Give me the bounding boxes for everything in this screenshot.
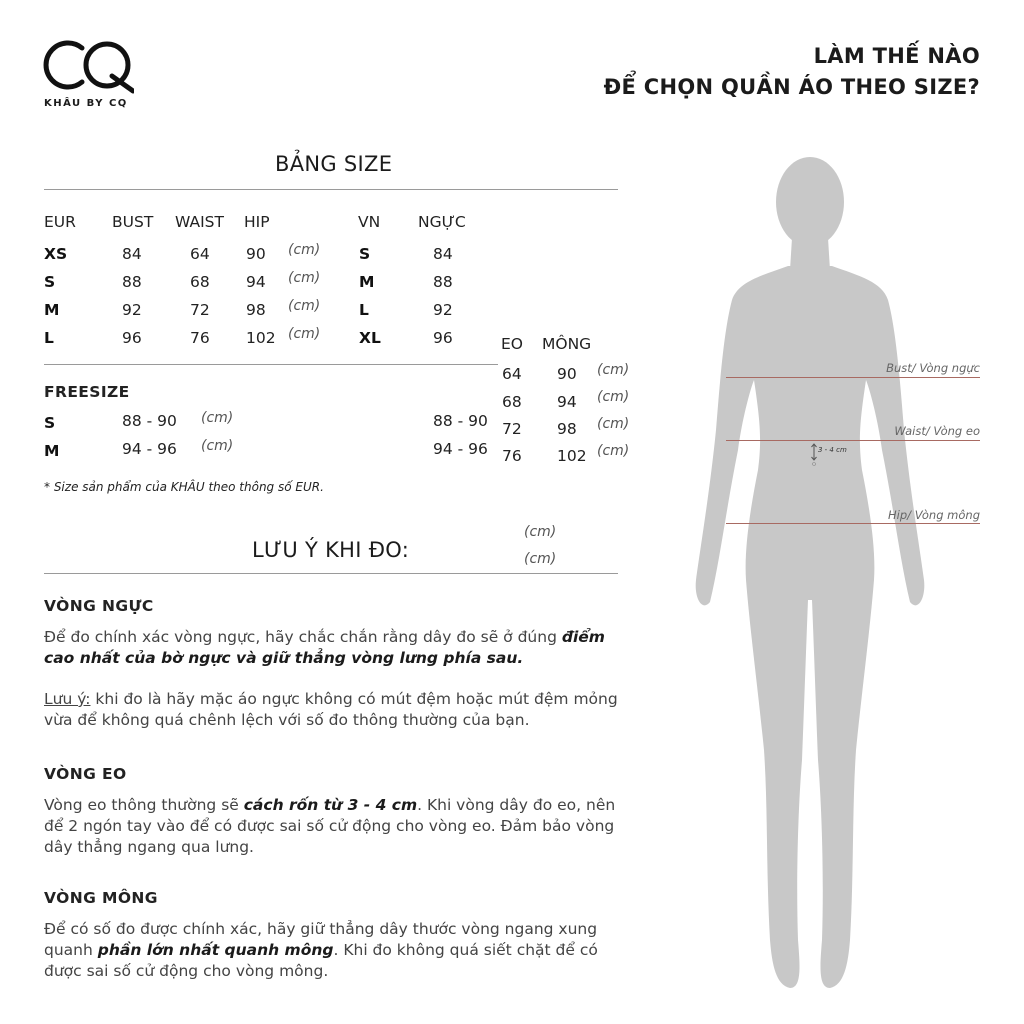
row-eur-size: M: [44, 301, 60, 319]
brand-logo-icon: [42, 36, 134, 98]
row-eo: 76: [502, 447, 522, 465]
col-header-eo: EO: [501, 335, 523, 353]
row-eo: 68: [502, 393, 522, 411]
bust-note-label: Lưu ý:: [44, 690, 91, 708]
col-header-bust: BUST: [112, 213, 154, 231]
row-vn-size: L: [359, 301, 369, 319]
row-waist: 68: [190, 273, 210, 291]
freesize-row-bust: 94 - 96: [122, 440, 177, 458]
freesize-vn-unit: (cm): [524, 524, 557, 540]
row-bust: 96: [122, 329, 142, 347]
row-eo: 72: [502, 420, 522, 438]
size-table-title: BẢNG SIZE: [275, 152, 393, 176]
row-unit: (cm): [597, 362, 630, 378]
row-nguc: 92: [433, 301, 453, 319]
freesize-vn-unit: (cm): [524, 551, 557, 567]
freesize-title: FREESIZE: [44, 383, 130, 401]
row-eur-size: S: [44, 273, 56, 291]
headline-line-1: LÀM THẾ NÀO: [813, 44, 980, 68]
row-eur-size: L: [44, 329, 54, 347]
headline-line-2: ĐỂ CHỌN QUẦN ÁO THEO SIZE?: [603, 75, 980, 99]
row-unit: (cm): [288, 326, 321, 342]
row-mong: 90: [557, 365, 577, 383]
notes-title: LƯU Ý KHI ĐO:: [252, 538, 410, 562]
row-bust: 88: [122, 273, 142, 291]
row-unit: (cm): [288, 242, 321, 258]
size-table-rule-top: [44, 189, 618, 190]
row-unit: (cm): [597, 443, 630, 459]
col-header-nguc: NGỰC: [418, 213, 466, 231]
hip-paragraph: Để có số đo được chính xác, hãy giữ thẳng dây thước vòng ngang xung quanh phần lớn nhất quanh mông. Khi đo không quá siết chặt để có được sai số cử động cho vòng mông.: [44, 920, 598, 980]
waist-heading: VÒNG EO: [44, 765, 127, 783]
size-table-rule-mid: [44, 364, 498, 365]
bust-heading: VÒNG NGỰC: [44, 597, 154, 615]
hip-measure-label: Hip/ Vòng mông: [888, 508, 980, 522]
row-bust: 84: [122, 245, 142, 263]
row-eo: 64: [502, 365, 522, 383]
col-header-waist: WAIST: [175, 213, 224, 231]
bust-measure-label: Bust/ Vòng ngực: [886, 361, 980, 375]
row-unit: (cm): [597, 416, 630, 432]
row-nguc: 88: [433, 273, 453, 291]
row-eur-size: XS: [44, 245, 68, 263]
freesize-row-unit: (cm): [201, 438, 234, 454]
waist-paragraph: Vòng eo thông thường sẽ cách rốn từ 3 - 4 cm. Khi vòng dây đo eo, nên để 2 ngón tay vào để có được sai số cử động cho vòng eo. Đảm bảo vòng dây thẳng ngang qua lưng.: [44, 796, 616, 856]
row-mong: 98: [557, 420, 577, 438]
col-header-hip: HIP: [244, 213, 270, 231]
waist-measure-label: Waist/ Vòng eo: [894, 424, 980, 438]
row-vn-size: M: [359, 273, 375, 291]
brand-name: KHÂU BY CQ: [44, 98, 128, 109]
row-waist: 72: [190, 301, 210, 319]
freesize-row-unit: (cm): [201, 410, 234, 426]
row-vn-size: XL: [359, 329, 381, 347]
bust-paragraph: Để đo chính xác vòng ngực, hãy chắc chắn rằng dây đo sẽ ở đúng điểm cao nhất của bờ ngực và giữ thẳng vòng lưng phía sau.: [44, 628, 605, 667]
freesize-row-vn: 94 - 96: [433, 440, 488, 458]
row-nguc: 84: [433, 245, 453, 263]
waist-measure-line: [726, 440, 980, 441]
col-header-vn: VN: [358, 213, 381, 231]
row-mong: 94: [557, 393, 577, 411]
row-waist: 64: [190, 245, 210, 263]
freesize-row-bust: 88 - 90: [122, 412, 177, 430]
row-unit: (cm): [288, 270, 321, 286]
col-header-mong: MÔNG: [542, 335, 592, 353]
bust-note-paragraph: Lưu ý: khi đo là hãy mặc áo ngực không có mút đệm hoặc mút đệm mỏng vừa để không quá chênh lệch với số đo thông thường của bạn.: [44, 690, 618, 729]
row-mong: 102: [557, 447, 587, 465]
row-nguc: 96: [433, 329, 453, 347]
body-silhouette-icon: [680, 150, 940, 999]
hip-heading: VÒNG MÔNG: [44, 889, 158, 907]
row-hip: 90: [246, 245, 266, 263]
freesize-row-vn: 88 - 90: [433, 412, 488, 430]
row-unit: (cm): [288, 298, 321, 314]
row-vn-size: S: [359, 245, 371, 263]
hip-measure-line: [726, 523, 980, 524]
bust-measure-line: [726, 377, 980, 378]
row-hip: 102: [246, 329, 276, 347]
navel-offset-label: 3 - 4 cm: [818, 446, 847, 454]
navel-offset-arrow-icon: [810, 443, 818, 471]
size-footnote: * Size sản phẩm của KHÂU theo thông số EUR.: [44, 480, 324, 494]
row-hip: 94: [246, 273, 266, 291]
row-hip: 98: [246, 301, 266, 319]
freesize-row-size: M: [44, 442, 60, 460]
notes-rule: [44, 573, 618, 574]
row-bust: 92: [122, 301, 142, 319]
row-unit: (cm): [597, 389, 630, 405]
row-waist: 76: [190, 329, 210, 347]
col-header-eur: EUR: [44, 213, 76, 231]
freesize-row-size: S: [44, 414, 56, 432]
